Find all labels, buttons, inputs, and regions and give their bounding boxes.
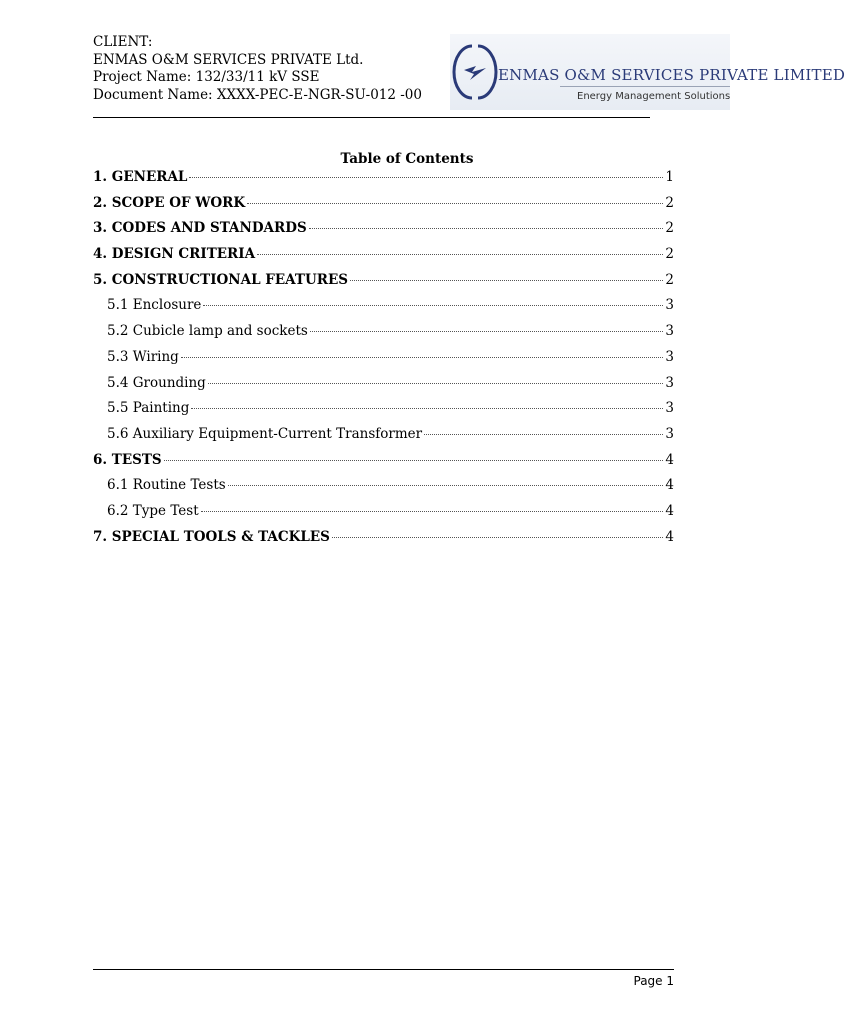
toc-entry-page[interactable]: 4 <box>665 451 674 468</box>
toc-entry-page[interactable]: 3 <box>665 323 674 340</box>
toc-entry[interactable] <box>93 323 674 349</box>
logo-tagline: Energy Management Solutions <box>577 91 731 102</box>
toc-entry[interactable] <box>93 477 674 503</box>
toc-entry[interactable] <box>93 503 674 529</box>
toc-entry-label[interactable]: 2. SCOPE OF WORK <box>93 194 246 211</box>
toc-entry-label[interactable]: 7. SPECIAL TOOLS & TACKLES <box>93 528 330 545</box>
toc-entry-page[interactable]: 2 <box>665 246 674 263</box>
project-name: Project Name: 132/33/11 kV SSE <box>93 69 320 85</box>
lightning-bolt-circle-icon <box>452 40 498 102</box>
toc-entry-label[interactable]: 5.5 Painting <box>107 400 190 417</box>
toc-dot-leader <box>191 408 663 409</box>
toc-entry-label[interactable]: 5. CONSTRUCTIONAL FEATURES <box>93 271 348 288</box>
toc-entry-label[interactable]: 6.1 Routine Tests <box>107 477 226 494</box>
page-number: Page 1 <box>633 974 674 988</box>
client-name: ENMAS O&M SERVICES PRIVATE Ltd. <box>93 51 364 68</box>
logo-company-name: ENMAS O&M SERVICES PRIVATE LIMITED <box>498 66 845 84</box>
toc-entry-page[interactable]: 3 <box>665 374 674 391</box>
toc-dot-leader <box>181 357 663 358</box>
toc-entry-page[interactable]: 2 <box>665 194 674 211</box>
toc-entry-label[interactable]: 5.1 Enclosure <box>107 297 202 314</box>
footer-divider <box>93 969 674 970</box>
toc-dot-leader <box>310 331 663 332</box>
toc-entry-label[interactable]: 5.6 Auxiliary Equipment-Current Transformer <box>107 425 423 442</box>
toc-entry[interactable] <box>93 297 674 323</box>
document-header <box>93 34 422 104</box>
toc-entry-label[interactable]: 6. TESTS <box>93 451 162 468</box>
toc-entry-page[interactable]: 3 <box>665 348 674 365</box>
toc-entry-page[interactable]: 3 <box>665 425 674 442</box>
toc-entry[interactable] <box>93 220 674 246</box>
company-logo <box>450 34 845 110</box>
toc-dot-leader <box>247 203 663 204</box>
toc-entry-page[interactable]: 4 <box>665 477 674 494</box>
toc-dot-leader <box>228 485 663 486</box>
toc-entry-page[interactable]: 4 <box>665 502 674 519</box>
toc-dot-leader <box>309 228 663 229</box>
toc-entry-page[interactable]: 3 <box>665 400 674 417</box>
toc-dot-leader <box>332 537 663 538</box>
toc-entry-label[interactable]: 3. CODES AND STANDARDS <box>93 220 307 237</box>
toc-dot-leader <box>203 305 663 306</box>
toc-dot-leader <box>350 280 663 281</box>
document-name: Document Name: XXXX-PEC-E-NGR-SU-012 -00 <box>93 86 422 103</box>
toc-entry-page[interactable]: 1 <box>665 169 674 185</box>
toc-entry-label[interactable]: 1. GENERAL <box>93 169 188 185</box>
toc-entry[interactable] <box>93 246 674 272</box>
toc-entry[interactable] <box>93 426 674 452</box>
toc-entry-label[interactable]: 4. DESIGN CRITERIA <box>93 246 256 263</box>
header-divider <box>93 117 650 118</box>
toc-entry-label[interactable]: 5.3 Wiring <box>107 348 179 365</box>
toc-entry[interactable] <box>93 349 674 375</box>
toc-entry-page[interactable]: 3 <box>665 297 674 314</box>
toc-entry[interactable] <box>93 169 674 195</box>
toc-dot-leader <box>189 177 663 178</box>
toc-entry-label[interactable]: 5.2 Cubicle lamp and sockets <box>107 323 308 340</box>
toc-entry-page[interactable]: 2 <box>665 271 674 288</box>
toc-dot-leader <box>257 254 663 255</box>
client-label: CLIENT: <box>93 34 153 50</box>
toc-entry-label[interactable]: 6.2 Type Test <box>107 502 199 519</box>
toc-dot-leader <box>208 383 663 384</box>
toc-dot-leader <box>201 511 663 512</box>
logo-divider <box>560 86 730 87</box>
toc-entry-page[interactable]: 2 <box>665 220 674 237</box>
toc-entry[interactable] <box>93 272 674 298</box>
toc-dot-leader <box>424 434 663 435</box>
toc-entry[interactable] <box>93 529 674 555</box>
toc-entry-page[interactable]: 4 <box>665 528 674 545</box>
toc-entry[interactable] <box>93 452 674 478</box>
toc-entry[interactable] <box>93 400 674 426</box>
table-of-contents <box>93 169 674 554</box>
toc-entry[interactable] <box>93 195 674 221</box>
toc-entry[interactable] <box>93 375 674 401</box>
toc-title: Table of Contents <box>340 151 474 167</box>
toc-dot-leader <box>164 460 663 461</box>
toc-entry-label[interactable]: 5.4 Grounding <box>107 374 206 391</box>
